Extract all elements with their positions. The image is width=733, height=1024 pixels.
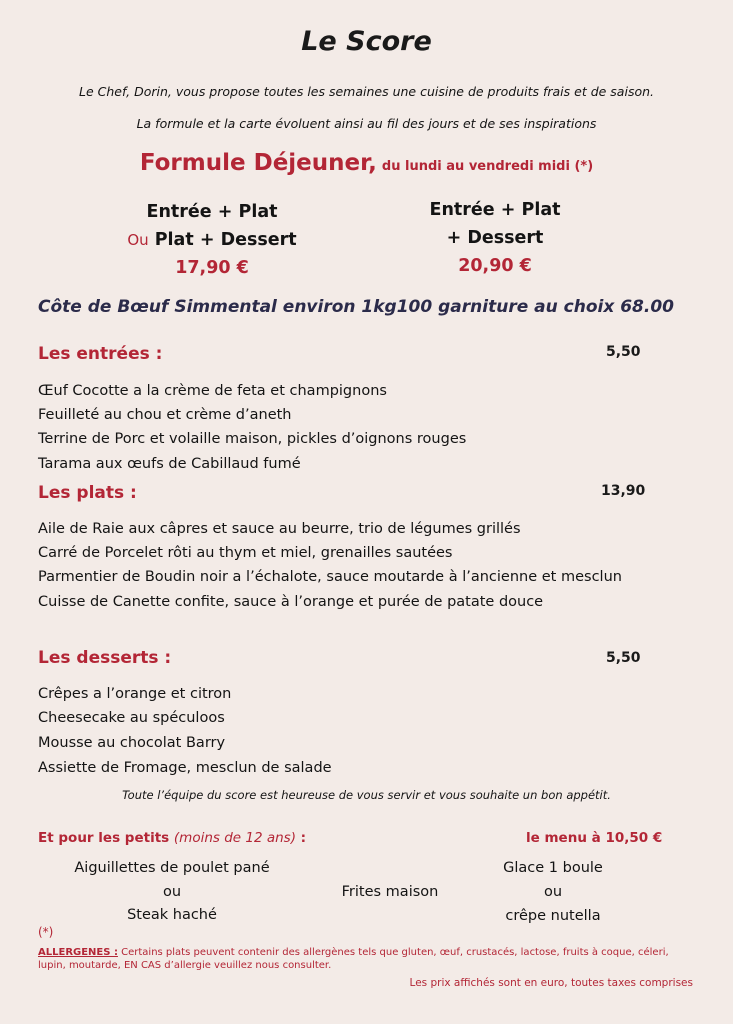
- allergen-notice: [38, 946, 698, 972]
- offer1-price: 17,90 €: [175, 258, 249, 278]
- kids-dessert-option: crêpe nutella: [505, 908, 601, 924]
- dessert-item: Crêpes a l’orange et citron: [38, 686, 232, 702]
- formule-title: Formule Déjeuner,: [139, 150, 377, 176]
- allergen-label: ALLERGENES :: [38, 947, 118, 958]
- offer2-line2: + Dessert: [446, 228, 544, 248]
- offer1-or: Ou: [127, 231, 149, 249]
- intro-line-2: La formule et la carte évoluent ainsi au fil des jours et de ses inspirations: [136, 116, 597, 131]
- offer2-line1: Entrée + Plat: [429, 200, 561, 220]
- kids-main-or: ou: [162, 884, 182, 900]
- entree-item: Terrine de Porc et volaille maison, pickles d’oignons rouges: [38, 431, 467, 447]
- price-note: Les prix affichés sont en euro, toutes taxes comprises: [409, 977, 693, 989]
- kids-title: Et pour les petits: [38, 830, 170, 846]
- entree-item: Œuf Cocotte a la crème de feta et champignons: [38, 383, 387, 399]
- plat-item: Cuisse de Canette confite, sauce à l’orange et purée de patate douce: [38, 594, 544, 610]
- intro-line-1: Le Chef, Dorin, vous propose toutes les semaines une cuisine de produits frais et de saison.: [79, 84, 654, 99]
- section-desserts-title: Les desserts :: [38, 648, 172, 668]
- offer-20-90: [395, 196, 595, 280]
- formule-header: [0, 150, 733, 176]
- kids-age: (moins de 12 ans): [173, 830, 296, 846]
- kids-main-option: Steak haché: [127, 907, 217, 923]
- offer1-line2: Plat + Dessert: [154, 230, 297, 250]
- offer2-price: 20,90 €: [458, 256, 532, 276]
- team-message: Toute l’équipe du score est heureuse de vous servir et vous souhaite un bon appétit.: [122, 788, 611, 802]
- section-desserts-price: 5,50: [606, 650, 641, 666]
- section-entrees-title: Les entrées :: [38, 344, 163, 364]
- cote-de-boeuf: Côte de Bœuf Simmental environ 1kg100 garniture au choix 68.00: [38, 297, 674, 317]
- section-plats-price: 13,90: [601, 483, 646, 499]
- kids-colon: :: [295, 830, 307, 846]
- dessert-item: Cheesecake au spéculoos: [38, 710, 225, 726]
- section-plats-title: Les plats :: [38, 483, 137, 503]
- menu-title: Le Score: [301, 26, 432, 57]
- kids-dessert-or: ou: [543, 884, 563, 900]
- kids-menu-price: le menu à 10,50 €: [526, 830, 663, 846]
- plat-item: Parmentier de Boudin noir a l’échalote, sauce moutarde à l’ancienne et mesclun: [38, 569, 622, 585]
- section-entrees-price: 5,50: [606, 344, 641, 360]
- dessert-item: Mousse au chocolat Barry: [38, 735, 226, 751]
- kids-dessert-option: Glace 1 boule: [503, 860, 603, 876]
- offer1-line1: Entrée + Plat: [146, 202, 278, 222]
- kids-main-option: Aiguillettes de poulet pané: [74, 860, 270, 876]
- entree-item: Feuilleté au chou et crème d’aneth: [38, 407, 292, 423]
- formule-subtitle: du lundi au vendredi midi (*): [381, 159, 594, 174]
- entree-item: Tarama aux œufs de Cabillaud fumé: [38, 456, 301, 472]
- dessert-item: Assiette de Fromage, mesclun de salade: [38, 760, 332, 776]
- footnote-marker: (*): [38, 925, 54, 939]
- plat-item: Carré de Porcelet rôti au thym et miel, grenailles sautées: [38, 545, 453, 561]
- offer-17-90: [112, 198, 312, 282]
- kids-side: Frites maison: [341, 884, 439, 900]
- allergen-text: Certains plats peuvent contenir des allergènes tels que gluten, œuf, crustacés, lactose, fruits à coque, céleri, lupin, moutarde, EN CAS d’allergie veuillez nous consulter.: [38, 947, 669, 971]
- kids-menu-title: [38, 830, 306, 846]
- plat-item: Aile de Raie aux câpres et sauce au beurre, trio de légumes grillés: [38, 521, 521, 537]
